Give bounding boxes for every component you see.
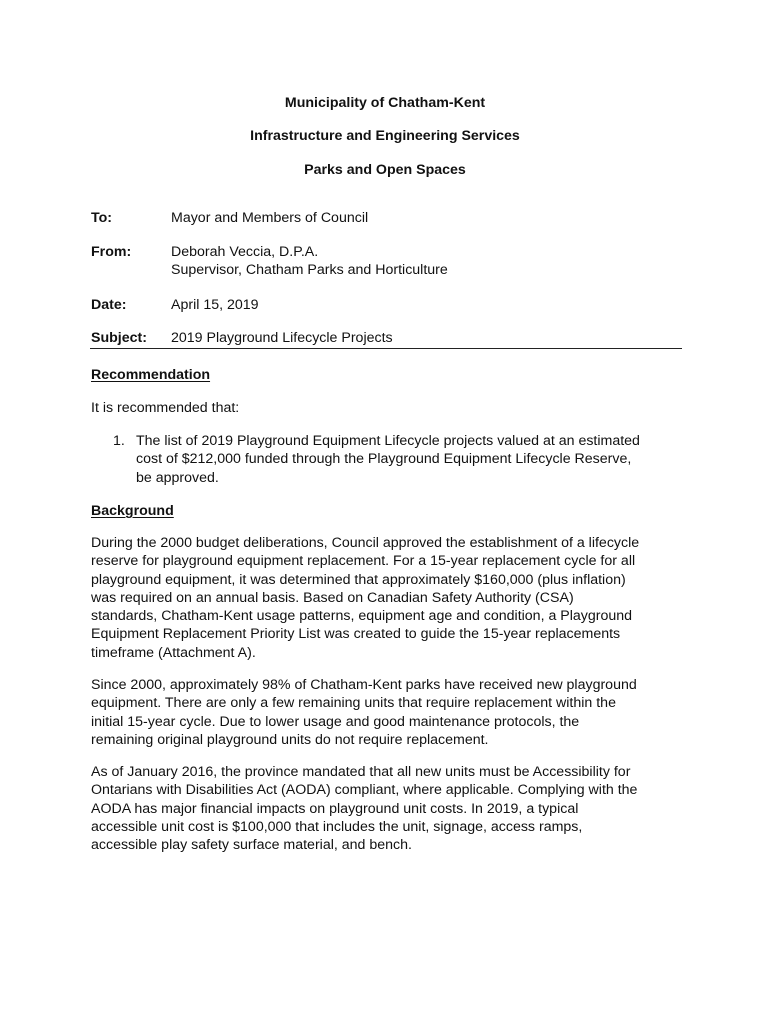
paragraph-line: Equipment Replacement Priority List was created to guide the 15-year replacements bbox=[91, 626, 621, 643]
subject-label: Subject: bbox=[91, 330, 147, 346]
paragraph-line: Since 2000, approximately 98% of Chatham-Kent parks have received new playground bbox=[91, 677, 637, 693]
background-paragraph-2 bbox=[91, 676, 691, 749]
paragraph-line: remaining original playground units do not require replacement. bbox=[91, 731, 489, 748]
to-value: Mayor and Members of Council bbox=[171, 210, 369, 226]
paragraph-line: playground equipment, it was determined that approximately $160,000 (plus inflation) bbox=[91, 571, 626, 588]
paragraph-line: timeframe (Attachment A). bbox=[91, 644, 256, 661]
list-item-line: The list of 2019 Playground Equipment Lifecycle projects valued at an estimated bbox=[136, 433, 640, 449]
background-paragraph-3 bbox=[91, 763, 691, 854]
list-item-line: cost of $212,000 funded through the Playground Equipment Lifecycle Reserve, bbox=[136, 451, 632, 468]
paragraph-line: Ontarians with Disabilities Act (AODA) compliant, where applicable. Complying with the bbox=[91, 782, 638, 799]
paragraph-line: reserve for playground equipment replacement. For a 15-year replacement cycle for all bbox=[91, 553, 636, 570]
from-name: Deborah Veccia, D.P.A. bbox=[171, 244, 319, 260]
recommendation-heading: Recommendation bbox=[91, 367, 211, 383]
background-paragraph-1 bbox=[91, 534, 691, 662]
to-label: To: bbox=[91, 210, 113, 226]
recommendation-intro: It is recommended that: bbox=[91, 400, 240, 416]
division-title: Parks and Open Spaces bbox=[304, 162, 466, 178]
paragraph-line: During the 2000 budget deliberations, Council approved the establishment of a lifecycle bbox=[91, 535, 640, 551]
paragraph-line: accessible unit cost is $100,000 that includes the unit, signage, access ramps, bbox=[91, 818, 583, 835]
background-heading: Background bbox=[91, 503, 174, 519]
paragraph-line: accessible play safety surface material, and bench. bbox=[91, 837, 412, 854]
municipality-title: Municipality of Chatham-Kent bbox=[284, 95, 486, 111]
paragraph-line: AODA has major financial impacts on playground unit costs. In 2019, a typical bbox=[91, 800, 579, 817]
paragraph-line: initial 15-year cycle. Due to lower usage and good maintenance protocols, the bbox=[91, 713, 580, 730]
department-title: Infrastructure and Engineering Services bbox=[250, 128, 520, 144]
list-item-number: 1. bbox=[113, 433, 125, 449]
paragraph-line: standards, Chatham-Kent usage patterns, equipment age and condition, a Playground bbox=[91, 608, 633, 625]
list-item-text bbox=[136, 432, 640, 487]
header-divider bbox=[90, 348, 682, 349]
from-label: From: bbox=[91, 244, 132, 260]
subject-value: 2019 Playground Lifecycle Projects bbox=[171, 330, 393, 346]
list-item-line: be approved. bbox=[136, 469, 219, 486]
paragraph-line: was required on an annual basis. Based on Canadian Safety Authority (CSA) bbox=[91, 589, 574, 606]
date-value: April 15, 2019 bbox=[171, 297, 259, 313]
from-title: Supervisor, Chatham Parks and Horticulture bbox=[171, 262, 448, 278]
paragraph-line: equipment. There are only a few remaining units that require replacement within the bbox=[91, 695, 616, 712]
date-label: Date: bbox=[91, 297, 127, 313]
paragraph-line: As of January 2016, the province mandated that all new units must be Accessibility for bbox=[91, 764, 631, 780]
